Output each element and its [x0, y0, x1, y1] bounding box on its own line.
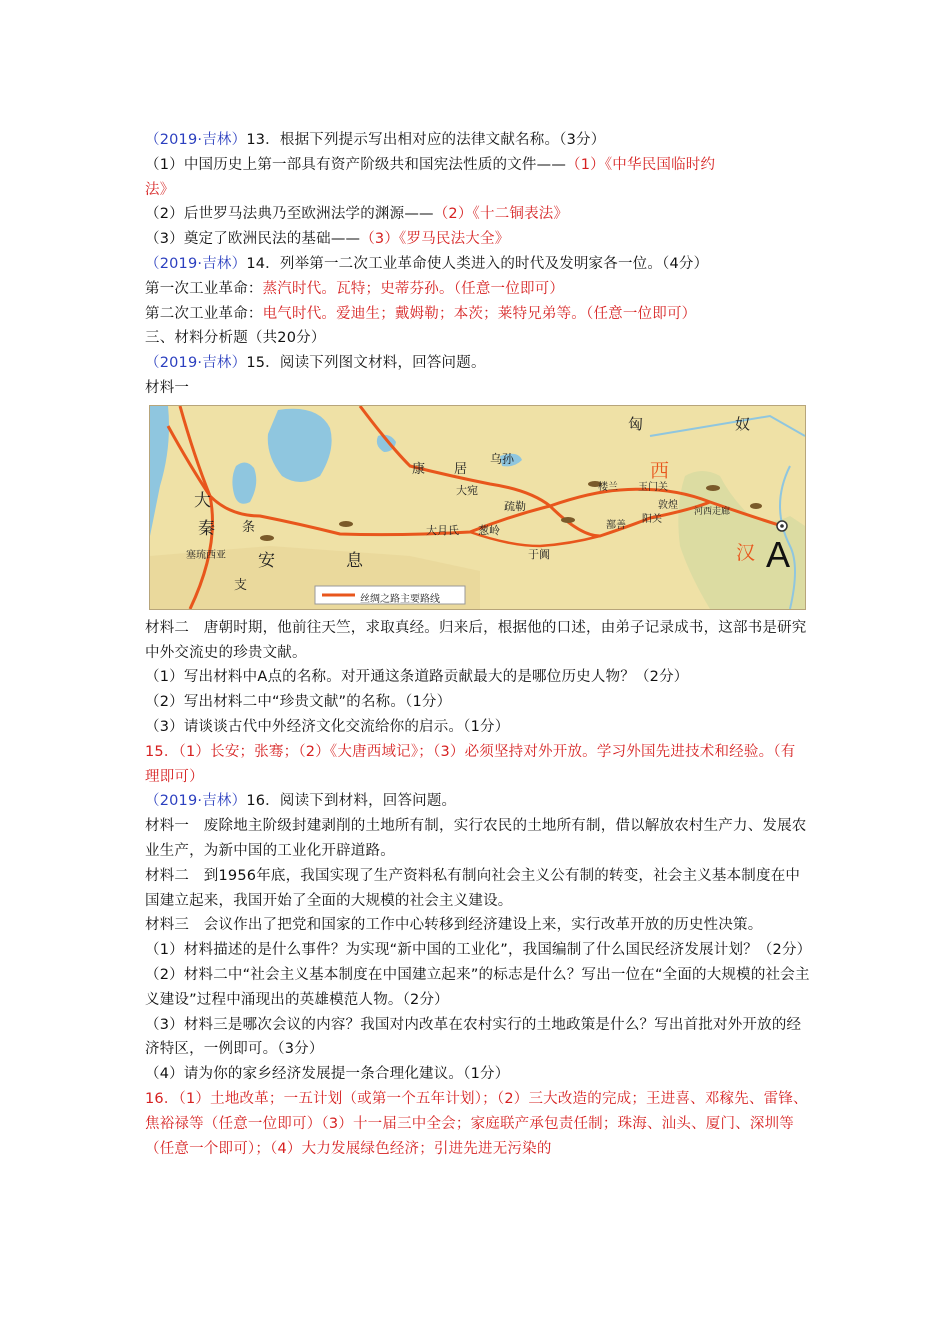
q16-answer: 16．（1）土地改革；一五计划（或第一个五年计划）；（2）三大改造的完成；王进喜、邓稼先、雷锋、焦裕禄等（任意一位即可）（3）十一届三中全会；家庭联产承包责任制；珠海、汕头、厦门、深圳等（任意一个即可）；（4）大力发展绿色经济；引进先进无污染的: [145, 1090, 808, 1157]
map-label: 塞琉西亚: [186, 549, 226, 561]
map-label: 西: [650, 459, 670, 482]
source-tag: （2019·吉林）: [145, 255, 247, 272]
q16-question-2: （2）材料二中“社会主义基本制度在中国建立起来”的标志是什么？写出一位在“全面的大规模的社会主义建设”过程中涌现出的英雄模范人物。（2分）: [145, 966, 810, 1008]
q14-answer-1: 蒸汽时代。瓦特；史蒂芬孙。（任意一位即可）: [262, 280, 565, 297]
q16-material-2: 材料二 到1956年底，我国实现了生产资料私有制向社会主义公有制的转变，社会主义基本制度在中国建立起来，我国开始了全面的大规模的社会主义建设。: [145, 867, 801, 909]
q16-stem: （2019·吉林）16．阅读下到材料，回答问题。: [145, 793, 457, 810]
q13-answer-3: （3）《罗马民法大全》: [360, 231, 510, 248]
source-tag: （2019·吉林）: [145, 132, 247, 148]
q13-item-3: （3）奠定了欧洲民法的基础——（3）《罗马民法大全》: [145, 231, 510, 248]
point-a-label: A: [766, 533, 791, 575]
q13-answer-1-cont: 法》: [145, 181, 175, 198]
q16-question-1: （1）材料描述的是什么事件？为实现“新中国的工业化”，我国编制了什么国民经济发展计划？（2分）: [145, 942, 812, 959]
map-label: 大: [194, 490, 211, 511]
map-label: 疏勒: [504, 499, 526, 513]
map-label: 居: [454, 461, 468, 477]
q15-material-1-label: 材料一: [145, 379, 190, 396]
map-label: 楼兰: [598, 481, 618, 493]
q15-question-2: （2）写出材料二中“珍贵文献”的名称。（1分）: [145, 694, 452, 711]
map-label: 大月氏: [426, 523, 459, 537]
q13-answer-1: （1）《中华民国临时约: [566, 156, 716, 173]
q13-answer-2: （2）《十二铜表法》: [433, 206, 569, 223]
map-label: 葱岭: [478, 523, 500, 537]
q13-stem: （2019·吉林）13．根据下列提示写出相对应的法律文献名称。（3分）: [145, 132, 606, 148]
q15-answer: 15．（1）长安；张骞；（2）《大唐西域记》；（3）必须坚持对外开放。学习外国先进技术和经验。（有理即可）: [145, 743, 796, 785]
map-label: 支: [234, 577, 248, 593]
source-tag: （2019·吉林）: [145, 355, 247, 372]
q14-stem: （2019·吉林）14．列举第一二次工业革命使人类进入的时代及发明家各一位。（4分）: [145, 255, 709, 272]
map-label: 于阗: [528, 547, 550, 561]
q14-row-1: 第一次工业革命：蒸汽时代。瓦特；史蒂芬孙。（任意一位即可）: [145, 280, 565, 297]
q16-material-1: 材料一 废除地主阶级封建剥削的土地所有制，实行农民的土地所有制，借以解放农村生产力、发展农业生产，为新中国的工业化开辟道路。: [145, 818, 807, 859]
q15-question-1: （1）写出材料中A点的名称。对开通这条道路贡献最大的是哪位历史人物？（2分）: [145, 669, 689, 686]
map-label: 玉门关: [638, 481, 668, 493]
map-label: 阳关: [642, 513, 662, 525]
map-label: 安: [258, 550, 275, 571]
map-label: 条: [242, 519, 256, 535]
q16-material-3: 材料三 会议作出了把党和国家的工作中心转移到经济建设上来，实行改革开放的历史性决策。: [145, 917, 763, 934]
document-page: [145, 128, 810, 1161]
q15-material-2: 材料二 唐朝时期，他前往天竺，求取真经。归来后，根据他的口述，由弟子记录成书，这部书是研究中外交流史的珍贵文献。: [145, 619, 807, 661]
q14-answer-2: 电气时代。爱迪生；戴姆勒；本茨；莱特兄弟等。（任意一位即可）: [262, 305, 697, 322]
legend-label: 丝绸之路主要路线: [360, 593, 440, 605]
silk-road-map: [149, 405, 806, 610]
map-label: 鄯善: [606, 519, 626, 531]
q16-question-3: （3）材料三是哪次会议的内容？我国对内改革在农村实行的土地政策是什么？写出首批对外开放的经济特区，一例即可。（3分）: [145, 1016, 802, 1058]
map-label: 匈: [628, 414, 644, 433]
map-label: 乌孙: [490, 451, 515, 466]
q15-question-3: （3）请谈谈古代中外经济文化交流给你的启示。（1分）: [145, 718, 510, 735]
q15-stem: （2019·吉林）15．阅读下列图文材料，回答问题。: [145, 355, 486, 372]
q14-row-2: 第二次工业革命：电气时代。爱迪生；戴姆勒；本茨；莱特兄弟等。（任意一位即可）: [145, 305, 697, 322]
map-label: 息: [346, 550, 363, 571]
map-label: 汉: [736, 541, 756, 564]
map-label: 敦煌: [658, 499, 678, 511]
map-label: 秦: [198, 518, 215, 539]
q16-question-4: （4）请为你的家乡经济发展提一条合理化建议。（1分）: [145, 1066, 510, 1083]
changan-dot: [780, 524, 784, 528]
q13-item-2: （2）后世罗马法典乃至欧洲法学的渊源——（2）《十二铜表法》: [145, 206, 569, 223]
map-label: 奴: [735, 414, 751, 433]
map-label: 康: [412, 461, 426, 477]
map-label: 河西走廊: [694, 506, 731, 517]
q13-item-1: （1）中国历史上第一部具有资产阶级共和国宪法性质的文件——（1）《中华民国临时约: [145, 156, 716, 173]
source-tag: （2019·吉林）: [145, 793, 247, 810]
section-heading: 三、材料分析题（共20分）: [145, 330, 326, 347]
map-label: 大宛: [456, 483, 478, 497]
